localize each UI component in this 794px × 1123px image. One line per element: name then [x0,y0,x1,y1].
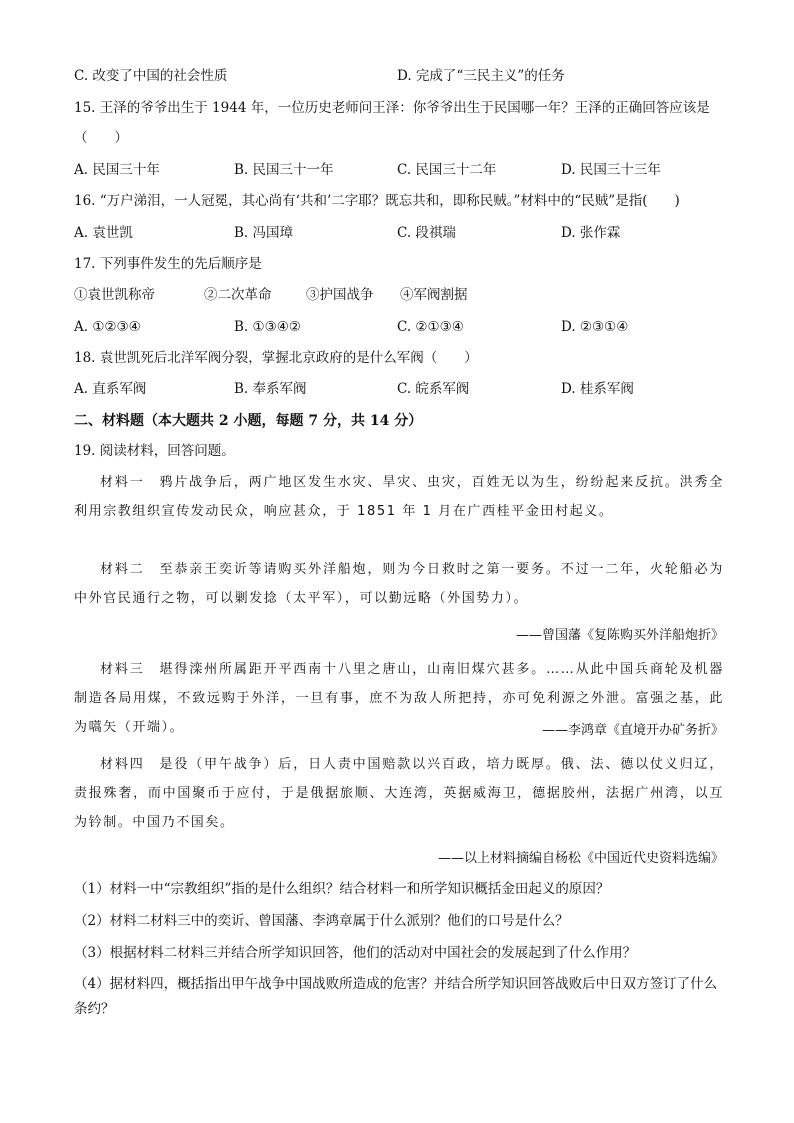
material-1: 材料一 鸦片战争后，两广地区发生水灾、旱灾、虫灾，百姓无以为生，纷纷起来反抗。洪秀全利用宗教组织宣传发动民众，响应甚众，于 1851 年 1 月在广西桂平金田村起义。 [74,475,724,519]
q17-event-4: ④军阀割据 [400,287,468,303]
q17-option-a: A. ①②③④ [74,319,141,335]
q18-option-d: D. 桂系军阀 [561,381,634,397]
q18-option-c: C. 皖系军阀 [397,381,470,397]
q15-option-c: C. 民国三十二年 [397,162,497,178]
q16-option-a: A. 袁世凯 [74,225,133,241]
q19-subquestion-1: （1）材料一中“宗教组织”指的是什么组织？结合材料一和所学知识概括金田起义的原因？ [74,881,610,897]
q15-stem: 15. 王泽的爷爷出生于 1944 年，一位历史老师问王泽：你爷爷出生于民国哪一年？王泽的正确回答应该是 [74,100,710,116]
q17-stem: 17. 下列事件发生的先后顺序是 [74,256,262,272]
q15-blank: （ ） [74,130,128,146]
q19-stem: 19. 阅读材料，回答问题。 [74,443,235,459]
q16-option-d: D. 张作霖 [561,225,621,241]
material-4-source: ——以上材料摘编自杨松《中国近代史资料选编》 [437,851,724,866]
material-2: 材料二 至恭亲王奕䜣等请购买外洋船炮，则为今日救时之第一要务。不过一二年，火轮船必为中外官民通行之物，可以剿发捻（太平军），可以勤远略（外国势力）。 [74,562,724,606]
q17-event-1: ①袁世凯称帝 [74,287,155,303]
material-3: 材料三 堪得滦州所属距开平西南十八里之唐山，山南旧煤穴甚多。……从此中国兵商轮及机器制造各局用煤，不致远购于外洋，一旦有事，庶不为敌人所把持，亦可免利源之外泄。富强之基，此为嚆矢（开端）。 [74,662,724,735]
q17-option-c: C. ②①③④ [397,319,464,335]
q15-option-b: B. 民国三十一年 [234,162,334,178]
q16-option-b: B. 冯国璋 [234,225,294,241]
q19-subquestion-4: （4）据材料四，概括指出甲午战争中国战败所造成的危害？并结合所学知识回答战败后中日双方签订了什么条约？ [74,976,718,1017]
q14-option-c: C. 改变了中国的社会性质 [74,68,228,84]
q16-stem: 16. “万户涕泪，一人冠冕，其心尚有‘共和’二字耶？既忘共和，即称民贼。”材料中的“民贼”是指( ) [74,193,680,209]
q15-option-a: A. 民国三十年 [74,162,160,178]
q15-option-d: D. 民国三十三年 [561,162,661,178]
q17-event-2: ②二次革命 [204,287,272,303]
section-title: 二、材料题（本大题共 2 小题，每题 7 分，共 14 分） [74,413,423,429]
q19-subquestion-2: （2）材料二材料三中的奕䜣、曾国藩、李鸿章属于什么派别？他们的口号是什么？ [74,913,569,929]
material-4: 材料四 是役（甲午战争）后，日人责中国赔款以兴百政，培力既厚。俄、法、德以仗义归辽，责报殊奢，而中国聚币于应付，于是俄据旅顺、大连湾，英据威海卫，德据胶州，法据广州湾，以互为钤制。中国乃不国矣。 [74,757,724,830]
material-2-source: ——曾国藩《复陈购买外洋船炮折》 [515,628,724,643]
q18-option-b: B. 奉系军阀 [234,381,307,397]
q17-event-3: ③护国战争 [306,287,374,303]
q18-option-a: A. 直系军阀 [74,381,147,397]
q17-option-d: D. ②③①④ [561,319,629,335]
q14-option-d: D. 完成了“三民主义”的任务 [397,68,565,84]
q19-subquestion-3: （3）根据材料二材料三并结合所学知识回答，他们的活动对中国社会的发展起到了什么作用？ [74,945,637,961]
material-3-source: ——李鸿章《直境开办矿务折》 [541,723,724,738]
q17-option-b: B. ①③④② [234,319,301,335]
q16-option-c: C. 段祺瑞 [397,225,456,241]
q18-stem: 18. 袁世凯死后北洋军阀分裂，掌握北京政府的是什么军阀（ ） [74,350,478,366]
